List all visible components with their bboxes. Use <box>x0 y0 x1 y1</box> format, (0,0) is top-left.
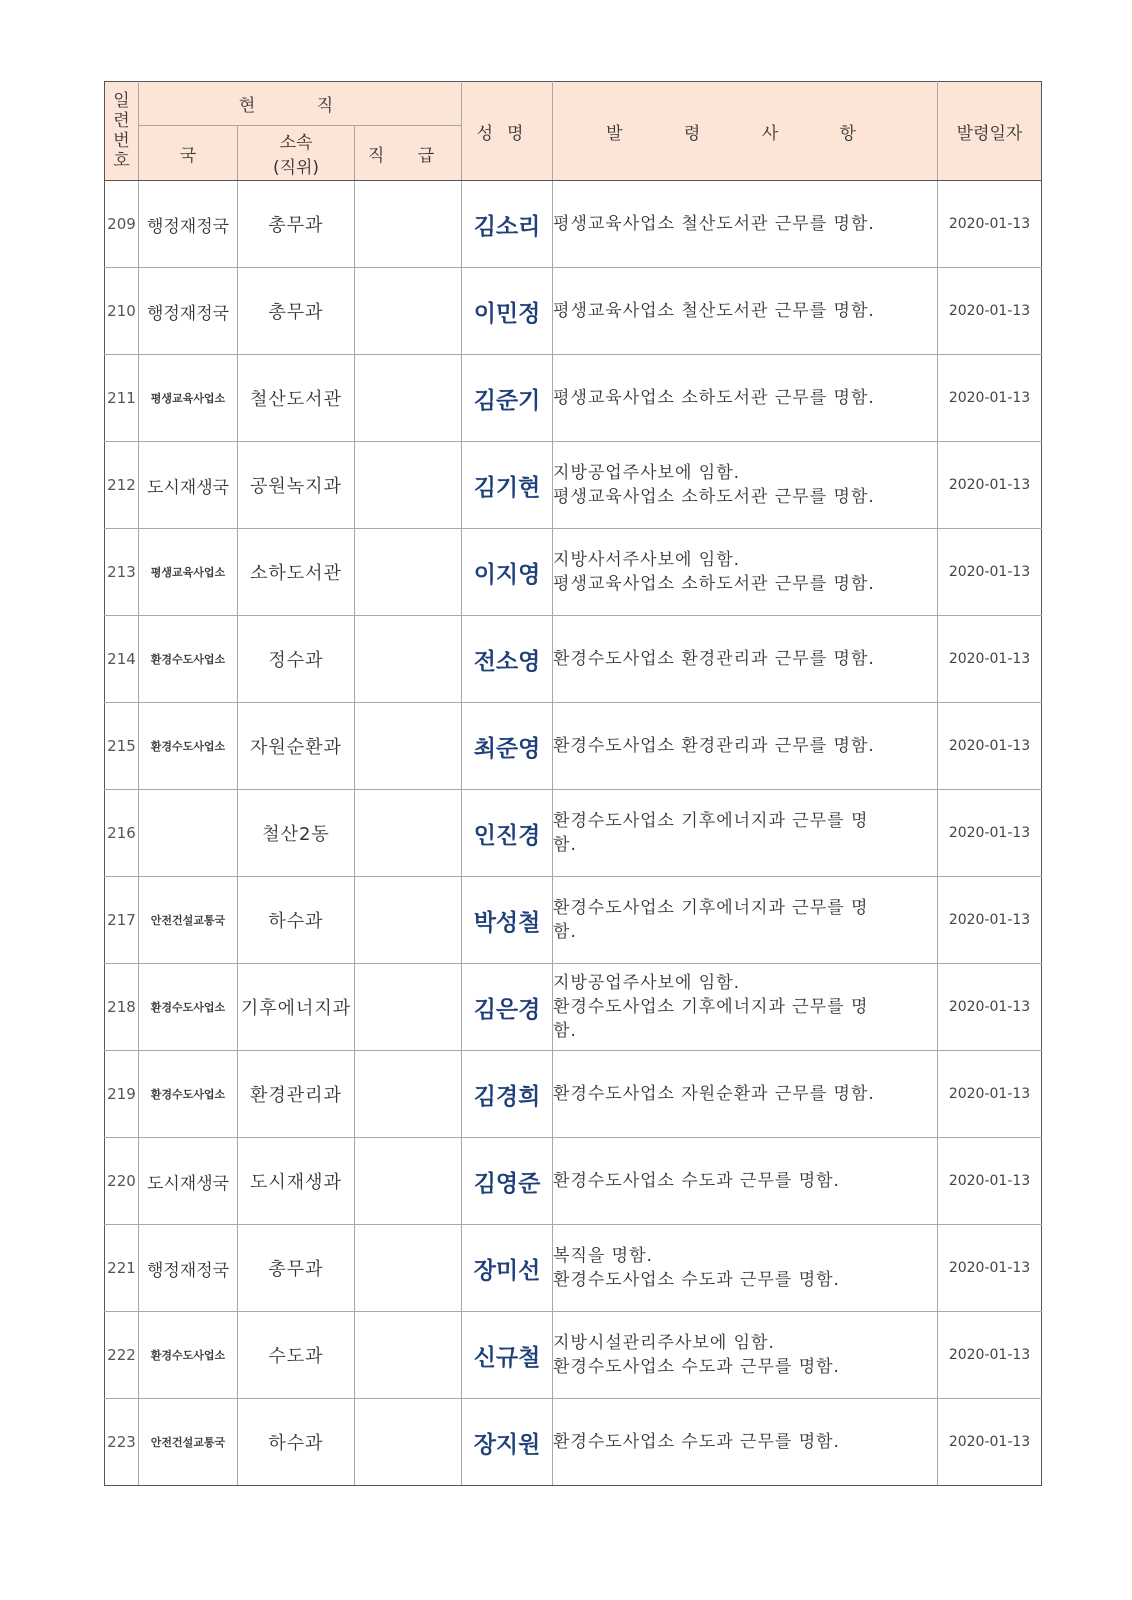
table-row <box>105 355 1042 442</box>
serial-number: 217 <box>105 877 139 964</box>
person-name: 김소리 <box>462 181 553 268</box>
order-line: 환경수도사업소 수도과 근무를 명함. <box>553 1357 840 1377</box>
order-date: 2020-01-13 <box>938 790 1042 877</box>
order-details <box>553 181 938 268</box>
order-line: 환경수도사업소 환경관리과 근무를 명함. <box>553 649 875 669</box>
bureau-cell: 행정재정국 <box>139 268 238 355</box>
order-date: 2020-01-13 <box>938 1225 1042 1312</box>
serial-number: 218 <box>105 964 139 1051</box>
grade-cell <box>355 442 462 529</box>
table-row <box>105 268 1042 355</box>
department-cell: 총무과 <box>238 1225 355 1312</box>
bureau-cell: 환경수도사업소 <box>139 964 238 1051</box>
bureau-cell: 행정재정국 <box>139 181 238 268</box>
order-date: 2020-01-13 <box>938 1051 1042 1138</box>
grade-cell <box>355 1138 462 1225</box>
serial-number: 220 <box>105 1138 139 1225</box>
order-details <box>553 790 938 877</box>
order-line: 평생교육사업소 소하도서관 근무를 명함. <box>553 487 875 507</box>
department-cell: 수도과 <box>238 1312 355 1399</box>
order-line: 환경수도사업소 수도과 근무를 명함. <box>553 1171 840 1191</box>
bureau-cell: 환경수도사업소 <box>139 616 238 703</box>
order-line: 환경수도사업소 수도과 근무를 명함. <box>553 1270 840 1290</box>
order-date: 2020-01-13 <box>938 181 1042 268</box>
person-name: 김기현 <box>462 442 553 529</box>
order-line: 복직을 명함. <box>553 1246 653 1266</box>
department-cell: 하수과 <box>238 877 355 964</box>
serial-number: 212 <box>105 442 139 529</box>
order-line: 평생교육사업소 철산도서관 근무를 명함. <box>553 301 875 321</box>
order-line: 환경수도사업소 환경관리과 근무를 명함. <box>553 736 875 756</box>
order-date: 2020-01-13 <box>938 442 1042 529</box>
grade-cell <box>355 964 462 1051</box>
table-body <box>105 181 1042 1486</box>
department-cell: 총무과 <box>238 181 355 268</box>
order-details <box>553 529 938 616</box>
person-name: 신규철 <box>462 1312 553 1399</box>
order-details <box>553 1051 938 1138</box>
order-details <box>553 703 938 790</box>
person-name: 김은경 <box>462 964 553 1051</box>
header-order: 발 령 사 항 <box>553 82 938 181</box>
grade-cell <box>355 181 462 268</box>
grade-cell <box>355 616 462 703</box>
order-date: 2020-01-13 <box>938 964 1042 1051</box>
order-date: 2020-01-13 <box>938 529 1042 616</box>
order-details <box>553 268 938 355</box>
grade-cell <box>355 1399 462 1486</box>
order-date: 2020-01-13 <box>938 877 1042 964</box>
department-cell: 하수과 <box>238 1399 355 1486</box>
order-line: 환경수도사업소 기후에너지과 근무를 명 <box>553 997 869 1017</box>
table-row <box>105 1312 1042 1399</box>
person-name: 이민정 <box>462 268 553 355</box>
personnel-order-table <box>104 81 1042 1486</box>
person-name: 인진경 <box>462 790 553 877</box>
bureau-cell: 도시재생국 <box>139 1138 238 1225</box>
person-name: 장미선 <box>462 1225 553 1312</box>
order-date: 2020-01-13 <box>938 703 1042 790</box>
grade-cell <box>355 268 462 355</box>
bureau-cell: 행정재정국 <box>139 1225 238 1312</box>
order-details <box>553 616 938 703</box>
table-row <box>105 616 1042 703</box>
person-name: 김경희 <box>462 1051 553 1138</box>
table-row <box>105 964 1042 1051</box>
order-details <box>553 1312 938 1399</box>
bureau-cell: 환경수도사업소 <box>139 1312 238 1399</box>
bureau-cell: 환경수도사업소 <box>139 1051 238 1138</box>
serial-number: 222 <box>105 1312 139 1399</box>
order-details <box>553 442 938 529</box>
header-date: 발령일자 <box>938 82 1042 181</box>
department-cell: 공원녹지과 <box>238 442 355 529</box>
order-date: 2020-01-13 <box>938 355 1042 442</box>
order-line: 함. <box>553 1021 577 1041</box>
table-header <box>105 82 1042 181</box>
table-row <box>105 703 1042 790</box>
bureau-cell <box>139 790 238 877</box>
department-cell: 기후에너지과 <box>238 964 355 1051</box>
serial-number: 219 <box>105 1051 139 1138</box>
bureau-cell: 평생교육사업소 <box>139 355 238 442</box>
order-date: 2020-01-13 <box>938 268 1042 355</box>
order-line: 지방공업주사보에 임함. <box>553 463 741 483</box>
person-name: 김준기 <box>462 355 553 442</box>
department-cell: 소하도서관 <box>238 529 355 616</box>
grade-cell <box>355 1225 462 1312</box>
order-line: 환경수도사업소 기후에너지과 근무를 명 <box>553 811 869 831</box>
serial-number: 210 <box>105 268 139 355</box>
order-date: 2020-01-13 <box>938 1399 1042 1486</box>
order-date: 2020-01-13 <box>938 616 1042 703</box>
order-line: 지방시설관리주사보에 임함. <box>553 1333 775 1353</box>
order-line: 지방공업주사보에 임함. <box>553 973 741 993</box>
person-name: 전소영 <box>462 616 553 703</box>
order-line: 평생교육사업소 소하도서관 근무를 명함. <box>553 388 875 408</box>
person-name: 박성철 <box>462 877 553 964</box>
person-name: 이지영 <box>462 529 553 616</box>
grade-cell <box>355 790 462 877</box>
bureau-cell: 환경수도사업소 <box>139 703 238 790</box>
table-row <box>105 877 1042 964</box>
table-row <box>105 790 1042 877</box>
serial-number: 223 <box>105 1399 139 1486</box>
order-details <box>553 877 938 964</box>
person-name: 장지원 <box>462 1399 553 1486</box>
table-row <box>105 442 1042 529</box>
person-name: 김영준 <box>462 1138 553 1225</box>
department-cell: 철산도서관 <box>238 355 355 442</box>
table-row <box>105 1138 1042 1225</box>
order-details <box>553 1225 938 1312</box>
serial-number: 221 <box>105 1225 139 1312</box>
header-name: 성명 <box>462 82 553 181</box>
serial-number: 209 <box>105 181 139 268</box>
serial-number: 211 <box>105 355 139 442</box>
order-line: 환경수도사업소 자원순환과 근무를 명함. <box>553 1084 875 1104</box>
table-row <box>105 1225 1042 1312</box>
department-cell: 총무과 <box>238 268 355 355</box>
serial-number: 216 <box>105 790 139 877</box>
serial-number: 214 <box>105 616 139 703</box>
serial-number: 215 <box>105 703 139 790</box>
person-name: 최준영 <box>462 703 553 790</box>
serial-number: 213 <box>105 529 139 616</box>
order-details <box>553 355 938 442</box>
bureau-cell: 도시재생국 <box>139 442 238 529</box>
table-row <box>105 1051 1042 1138</box>
bureau-cell: 안전건설교통국 <box>139 1399 238 1486</box>
grade-cell <box>355 877 462 964</box>
order-line: 평생교육사업소 철산도서관 근무를 명함. <box>553 214 875 234</box>
order-line: 함. <box>553 835 577 855</box>
order-details <box>553 964 938 1051</box>
order-line: 환경수도사업소 기후에너지과 근무를 명 <box>553 898 869 918</box>
department-cell: 철산2동 <box>238 790 355 877</box>
order-details <box>553 1399 938 1486</box>
header-affiliation: 소속 (직위) <box>238 126 355 181</box>
grade-cell <box>355 529 462 616</box>
header-bureau: 국 <box>139 126 238 181</box>
bureau-cell: 평생교육사업소 <box>139 529 238 616</box>
table-row <box>105 181 1042 268</box>
header-grade: 직 급 <box>355 126 462 181</box>
order-line: 환경수도사업소 수도과 근무를 명함. <box>553 1432 840 1452</box>
order-line: 지방사서주사보에 임함. <box>553 550 741 570</box>
table-row <box>105 1399 1042 1486</box>
header-serial-number: 일 련 번 호 <box>105 82 139 181</box>
order-line: 함. <box>553 922 577 942</box>
department-cell: 정수과 <box>238 616 355 703</box>
grade-cell <box>355 1312 462 1399</box>
order-details <box>553 1138 938 1225</box>
grade-cell <box>355 703 462 790</box>
grade-cell <box>355 1051 462 1138</box>
grade-cell <box>355 355 462 442</box>
department-cell: 환경관리과 <box>238 1051 355 1138</box>
table-row <box>105 529 1042 616</box>
bureau-cell: 안전건설교통국 <box>139 877 238 964</box>
order-date: 2020-01-13 <box>938 1138 1042 1225</box>
header-current-post: 현 직 <box>139 82 462 126</box>
department-cell: 도시재생과 <box>238 1138 355 1225</box>
department-cell: 자원순환과 <box>238 703 355 790</box>
order-date: 2020-01-13 <box>938 1312 1042 1399</box>
order-line: 평생교육사업소 소하도서관 근무를 명함. <box>553 574 875 594</box>
